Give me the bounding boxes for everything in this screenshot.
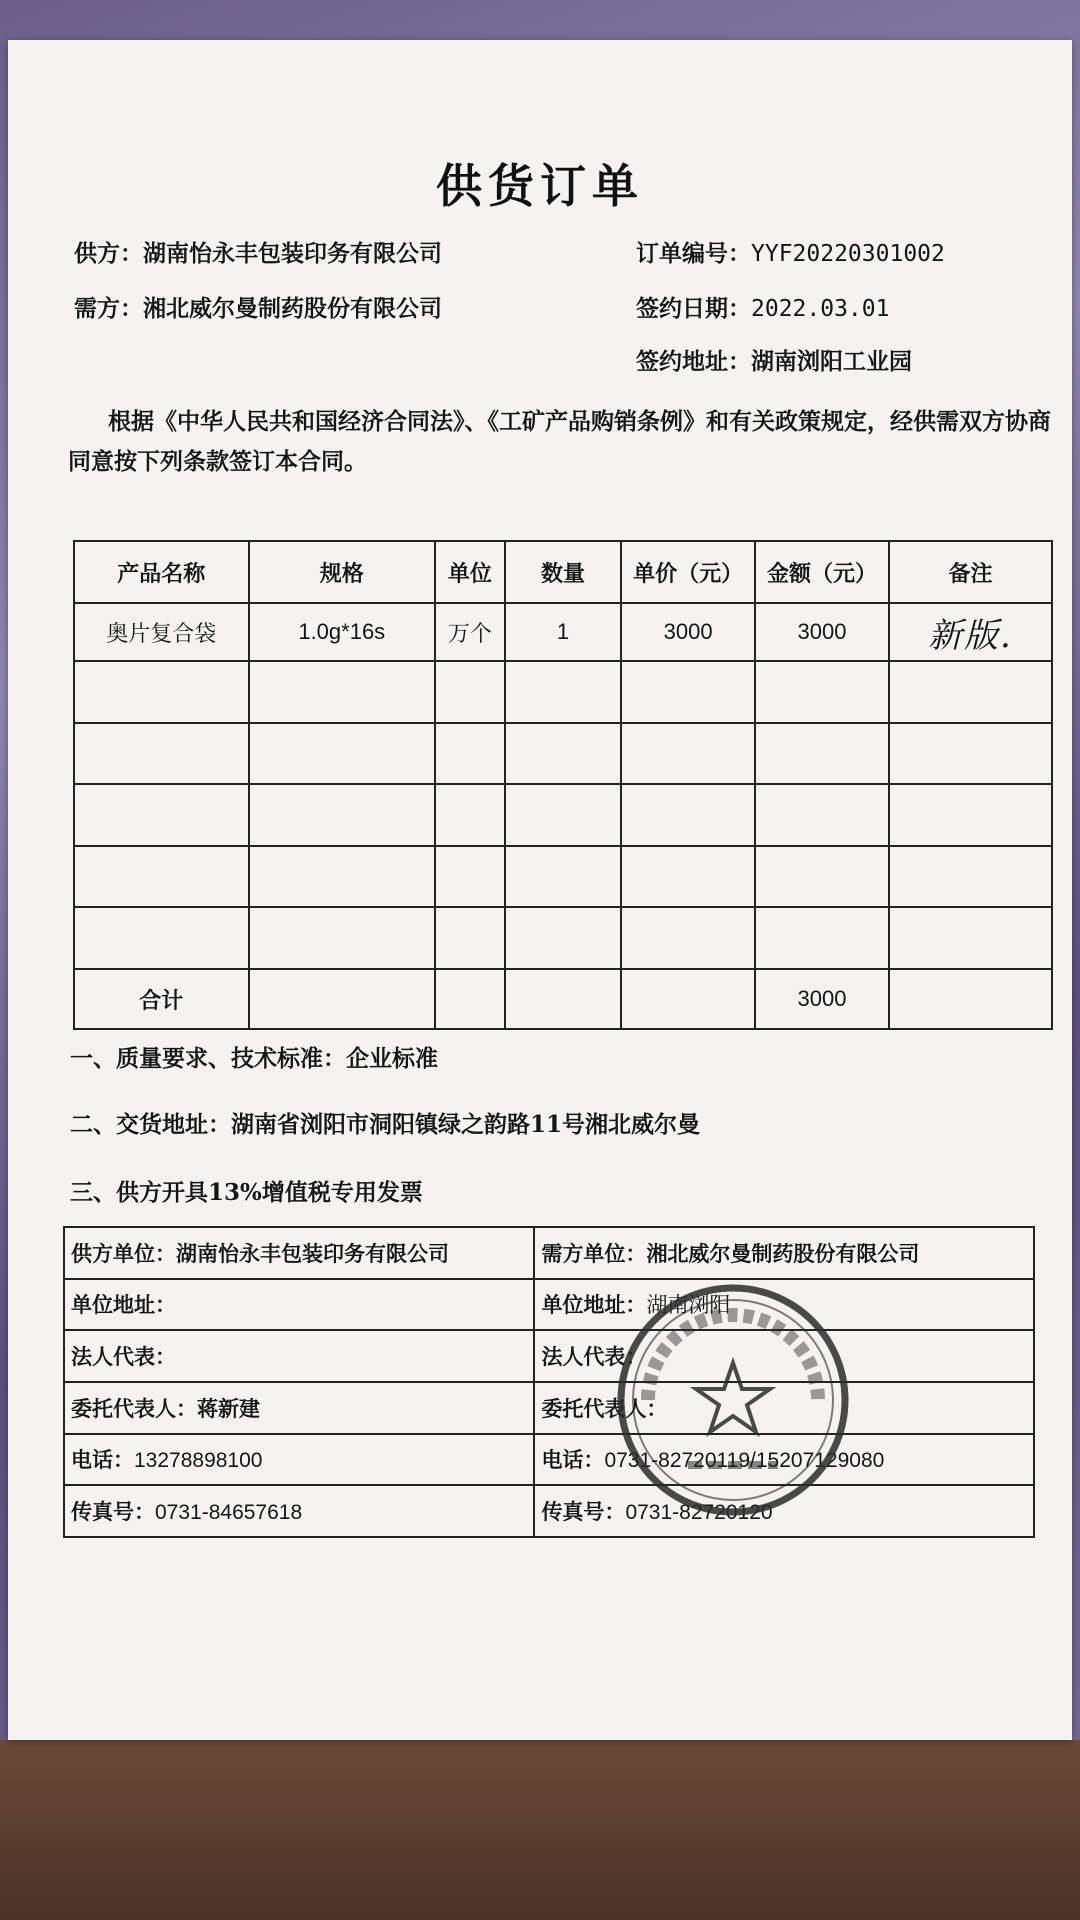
parties-row-fax: [64, 1485, 1034, 1537]
buyer-agent-label: 委托代表人：: [541, 1395, 668, 1421]
sign-date-label: 签约日期：: [636, 295, 751, 322]
table-row-empty: [74, 661, 1052, 723]
sign-place-line: [636, 343, 912, 376]
parties-table: [63, 1226, 1035, 1538]
buyer-phone-value: 0731-82720119/15207129080: [604, 1449, 885, 1473]
col-header-spec: 规格: [249, 541, 435, 603]
supplier-agent-cell: [64, 1382, 534, 1434]
buyer-phone-label: 电话：: [541, 1447, 605, 1473]
order-sheet: [8, 40, 1072, 1740]
cell-price: 3000: [621, 603, 755, 661]
cell-spec: 1.0g*16s: [249, 603, 435, 661]
buyer-addr-value: 湖南浏阳: [646, 1294, 731, 1318]
cell-name: 奥片复合袋: [74, 603, 249, 661]
items-table: [73, 540, 1053, 1030]
supplier-fax-value: 0731-84657618: [155, 1501, 303, 1525]
cell-amount: 3000: [755, 603, 889, 661]
supplier-legal-cell: [64, 1330, 534, 1382]
supplier-unit-label: 供方单位：: [71, 1240, 176, 1266]
buyer-fax-label: 传真号：: [541, 1499, 626, 1525]
supplier-phone-cell: [64, 1434, 534, 1486]
total-label: 合计: [74, 969, 249, 1029]
buyer-unit-label: 需方单位：: [541, 1240, 647, 1266]
clause-quality: 一、质量要求、技术标准：企业标准: [70, 1045, 438, 1072]
buyer-name: 湘北威尔曼制药股份有限公司: [143, 295, 442, 322]
table-row-empty: [74, 846, 1052, 908]
sign-date-value: 2022.03.01: [751, 296, 890, 322]
supplier-name: 湖南怡永丰包装印务有限公司: [143, 240, 442, 267]
supplier-fax-label: 传真号：: [71, 1499, 155, 1525]
buyer-legal-label: 法人代表：: [541, 1344, 647, 1370]
supplier-addr-label: 单位地址：: [71, 1292, 176, 1318]
buyer-unit-cell: [534, 1227, 1034, 1279]
buyer-fax-value: 0731-82720120: [625, 1501, 773, 1525]
parties-row-address: [64, 1279, 1034, 1331]
parties-row-unit: [64, 1227, 1034, 1279]
supplier-fax-cell: [64, 1485, 534, 1537]
col-header-price: 单价（元）: [621, 541, 755, 603]
items-header-row: [74, 541, 1052, 603]
parties-row-phone: [64, 1434, 1034, 1486]
col-header-amount: 金额（元）: [755, 541, 889, 603]
table-row: [74, 603, 1052, 661]
total-amount: 3000: [755, 969, 889, 1029]
sign-place-value: 湖南浏阳工业园: [751, 348, 912, 375]
buyer-unit-value: 湘北威尔曼制药股份有限公司: [646, 1240, 920, 1266]
supplier-phone-value: 13278898100: [134, 1449, 263, 1473]
table-surface: [0, 1740, 1080, 1920]
cell-qty: 1: [505, 603, 621, 661]
supplier-agent-label: 委托代表人：: [71, 1395, 197, 1421]
sign-date-line: [636, 290, 889, 323]
table-row-empty: [74, 784, 1052, 846]
buyer-line: [74, 290, 442, 323]
col-header-qty: 数量: [505, 541, 621, 603]
parties-row-legal: [64, 1330, 1034, 1382]
sign-place-label: 签约地址：: [636, 348, 751, 375]
order-no-line: [636, 235, 945, 268]
clause-invoice: 三、供方开具13%增值税专用发票: [70, 1179, 423, 1206]
cell-unit: 万个: [435, 603, 505, 661]
buyer-label: 需方：: [74, 295, 143, 322]
clause-delivery: 二、交货地址：湖南省浏阳市洞阳镇绿之韵路11号湘北威尔曼: [70, 1111, 701, 1138]
total-row: [74, 969, 1052, 1029]
intro-paragraph: 根据《中华人民共和国经济合同法》、《工矿产品购销条例》和有关政策规定，经供需双方协商同意按下列条款签订本合同。: [68, 408, 1051, 475]
supplier-unit-value: 湖南怡永丰包装印务有限公司: [176, 1240, 449, 1266]
supplier-label: 供方：: [74, 240, 143, 267]
contract-seal-stamp: [608, 1275, 858, 1525]
parties-row-agent: [64, 1382, 1034, 1434]
col-header-name: 产品名称: [74, 541, 249, 603]
supplier-line: [74, 235, 442, 268]
col-header-unit: 单位: [435, 541, 505, 603]
page-title: 供货订单: [436, 159, 644, 213]
cell-note-handwritten: 新版.: [889, 603, 1052, 661]
col-header-note: 备注: [889, 541, 1052, 603]
supplier-legal-label: 法人代表：: [71, 1344, 176, 1370]
table-row-empty: [74, 723, 1052, 785]
supplier-agent-value: 蒋新建: [197, 1395, 260, 1421]
order-no-value: YYF20220301002: [751, 241, 945, 267]
buyer-addr-label: 单位地址：: [541, 1292, 647, 1318]
table-row-empty: [74, 907, 1052, 969]
supplier-addr-cell: [64, 1279, 534, 1331]
order-no-label: 订单编号：: [636, 240, 751, 267]
supplier-unit-cell: [64, 1227, 534, 1279]
supplier-phone-label: 电话：: [71, 1447, 134, 1473]
